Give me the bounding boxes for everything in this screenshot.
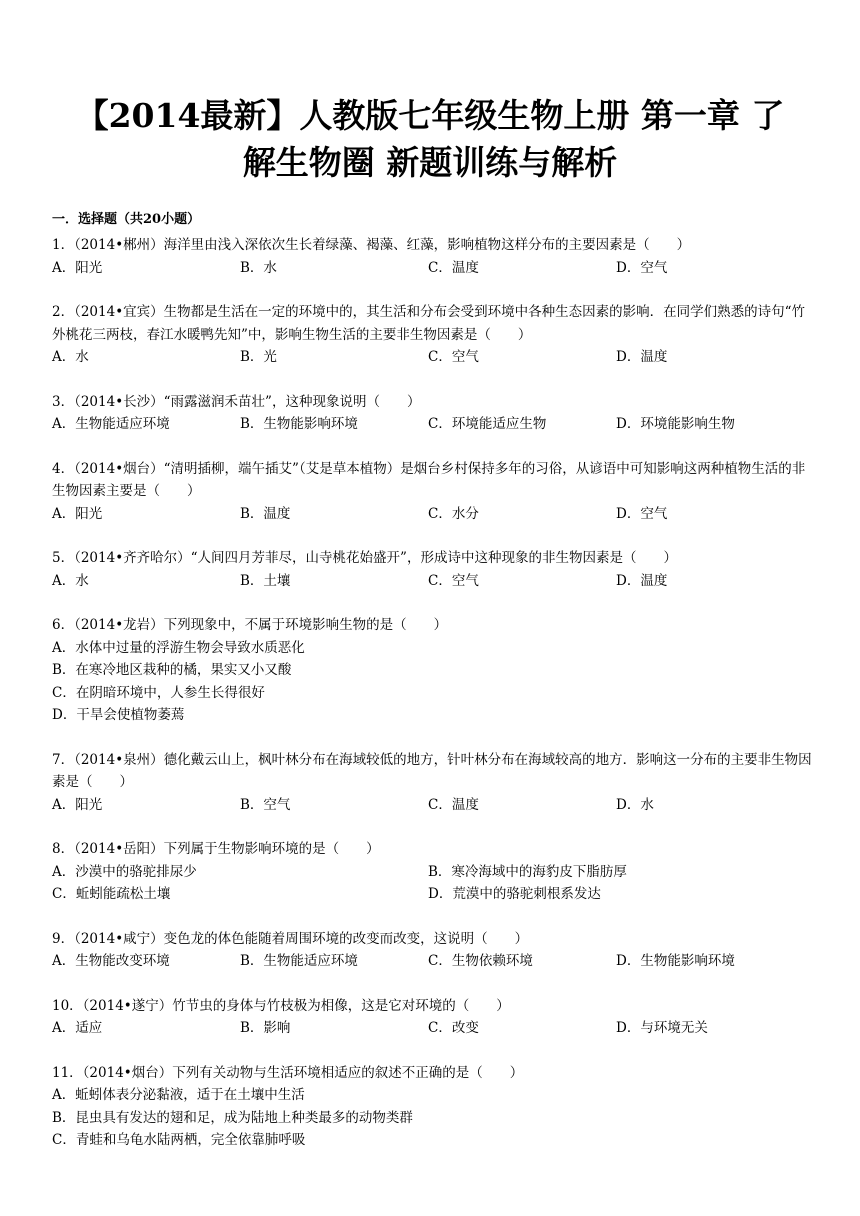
option-row xyxy=(52,1017,812,1040)
option-c: C．青蛙和乌龟水陆两栖，完全依靠肺呼吸 xyxy=(52,1132,306,1148)
option-list xyxy=(52,637,812,727)
option-a: A．阳光 xyxy=(52,505,103,522)
question-stem: 1．（2014•郴州）海洋里由浅入深依次生长着绿藻、褐藻、红藻，影响植物这样分布的主要因素是（ ） xyxy=(52,237,691,253)
option-row xyxy=(52,950,812,973)
question-4 xyxy=(52,458,812,526)
option-c: C．温度 xyxy=(428,796,479,813)
option-row xyxy=(52,257,812,280)
option-c: C．改变 xyxy=(428,1020,479,1036)
option-a: A．适应 xyxy=(52,1020,103,1036)
document-title xyxy=(40,92,820,186)
option-d: D．空气 xyxy=(616,505,668,522)
option-a: A．蚯蚓体表分泌黏液，适于在土壤中生活 xyxy=(52,1087,305,1103)
option-d: D．荒漠中的骆驼刺根系发达 xyxy=(428,886,601,902)
question-stem: 3．（2014•长沙）“雨露滋润禾苗壮”，这种现象说明（ ） xyxy=(52,393,421,410)
option-row xyxy=(52,503,812,526)
option-b: B．寒冷海域中的海豹皮下脂肪厚 xyxy=(428,863,627,880)
option-row xyxy=(52,413,812,436)
option-list xyxy=(52,1084,812,1152)
option-b: B．生物能适应环境 xyxy=(240,953,358,969)
option-c: C．空气 xyxy=(428,349,479,365)
option-row xyxy=(52,346,812,369)
option-c: C．在阴暗环境中，人参生长得很好 xyxy=(52,684,265,701)
question-stem: 10．（2014•遂宁）竹节虫的身体与竹枝极为相像，这是它对环境的（ ） xyxy=(52,997,510,1014)
option-b: B．水 xyxy=(240,259,277,276)
option-d: D．温度 xyxy=(616,349,668,365)
question-11 xyxy=(52,1062,812,1152)
option-c: C．水分 xyxy=(428,505,479,522)
question-10 xyxy=(52,995,812,1040)
option-a: A．沙漠中的骆驼排尿少 xyxy=(52,863,197,880)
option-grid xyxy=(52,861,812,906)
option-b: B．土壤 xyxy=(240,572,291,589)
question-stem: 7．（2014•泉州）德化戴云山上，枫叶林分布在海域较低的地方，针叶林分布在海域较高的地方．影响这一分布的主要非生物因素是（ ） xyxy=(52,751,812,790)
option-d: D．水 xyxy=(616,796,654,813)
question-6 xyxy=(52,614,812,727)
question-stem: 4．（2014•烟台）“清明插柳，端午插艾”（艾是草本植物）是烟台乡村保持多年的习俗，从谚语中可知影响这两种植物生活的非生物因素主要是（ ） xyxy=(52,460,806,499)
option-b: B．空气 xyxy=(240,796,291,813)
question-stem: 9．（2014•咸宁）变色龙的体色能随着周围环境的改变而改变，这说明（ ） xyxy=(52,930,529,947)
option-a: A．生物能适应环境 xyxy=(52,416,170,432)
question-8 xyxy=(52,838,812,906)
title-line-2: 解生物圈 新题训练与解析 xyxy=(242,143,618,182)
option-d: D．与环境无关 xyxy=(616,1020,708,1036)
question-stem: 2．（2014•宜宾）生物都是生活在一定的环境中的，其生活和分布会受到环境中各种生态因素的影响．在同学们熟悉的诗句“竹外桃花三两枝，春江水暖鸭先知”中，影响生物生活的主要非生物因素是（ ） xyxy=(52,304,806,343)
question-3 xyxy=(52,391,812,436)
question-stem: 8．（2014•岳阳）下列属于生物影响环境的是（ ） xyxy=(52,841,380,857)
option-c: C．环境能适应生物 xyxy=(428,416,547,432)
question-9 xyxy=(52,928,812,973)
option-row xyxy=(52,794,812,817)
option-a: A．水 xyxy=(52,349,89,365)
title-line-1: 【2014最新】人教版七年级生物上册 第一章 了 xyxy=(75,96,785,135)
option-d: D．环境能影响生物 xyxy=(616,416,735,432)
option-b: B．温度 xyxy=(240,505,291,522)
option-c: C．生物依赖环境 xyxy=(428,953,533,969)
question-stem: 6．（2014•龙岩）下列现象中，不属于环境影响生物的是（ ） xyxy=(52,617,448,633)
question-stem: 11．（2014•烟台）下列有关动物与生活环境相适应的叙述不正确的是（ ） xyxy=(52,1064,524,1081)
option-row xyxy=(52,570,812,593)
question-2 xyxy=(52,301,812,369)
option-a: A．阳光 xyxy=(52,259,103,276)
question-5 xyxy=(52,547,812,592)
option-b: B．生物能影响环境 xyxy=(240,416,358,432)
question-stem: 5．（2014•齐齐哈尔）“人间四月芳菲尽，山寺桃花始盛开”，形成诗中这种现象的非生物因素是（ ） xyxy=(52,550,677,566)
option-a: A．水体中过量的浮游生物会导致水质恶化 xyxy=(52,639,305,656)
option-d: D．空气 xyxy=(616,259,668,276)
option-c: C．温度 xyxy=(428,259,479,276)
option-d: D．生物能影响环境 xyxy=(616,953,735,969)
option-b: B．昆虫具有发达的翅和足，成为陆地上种类最多的动物类群 xyxy=(52,1109,413,1126)
question-7 xyxy=(52,749,812,817)
section-heading: 一．选择题（共20小题） xyxy=(52,212,201,227)
option-b: B．在寒冷地区栽种的橘，果实又小又酸 xyxy=(52,662,292,678)
option-a: A．水 xyxy=(52,572,89,589)
option-a: A．阳光 xyxy=(52,796,103,813)
option-d: D．干旱会使植物萎蔫 xyxy=(52,707,185,723)
question-1 xyxy=(52,234,812,279)
option-b: B．光 xyxy=(240,349,277,365)
option-b: B．影响 xyxy=(240,1020,291,1036)
option-c: C．蚯蚓能疏松土壤 xyxy=(52,886,171,902)
option-a: A．生物能改变环境 xyxy=(52,953,170,969)
option-d: D．温度 xyxy=(616,572,668,589)
question-list xyxy=(52,234,812,1174)
option-c: C．空气 xyxy=(428,572,479,589)
